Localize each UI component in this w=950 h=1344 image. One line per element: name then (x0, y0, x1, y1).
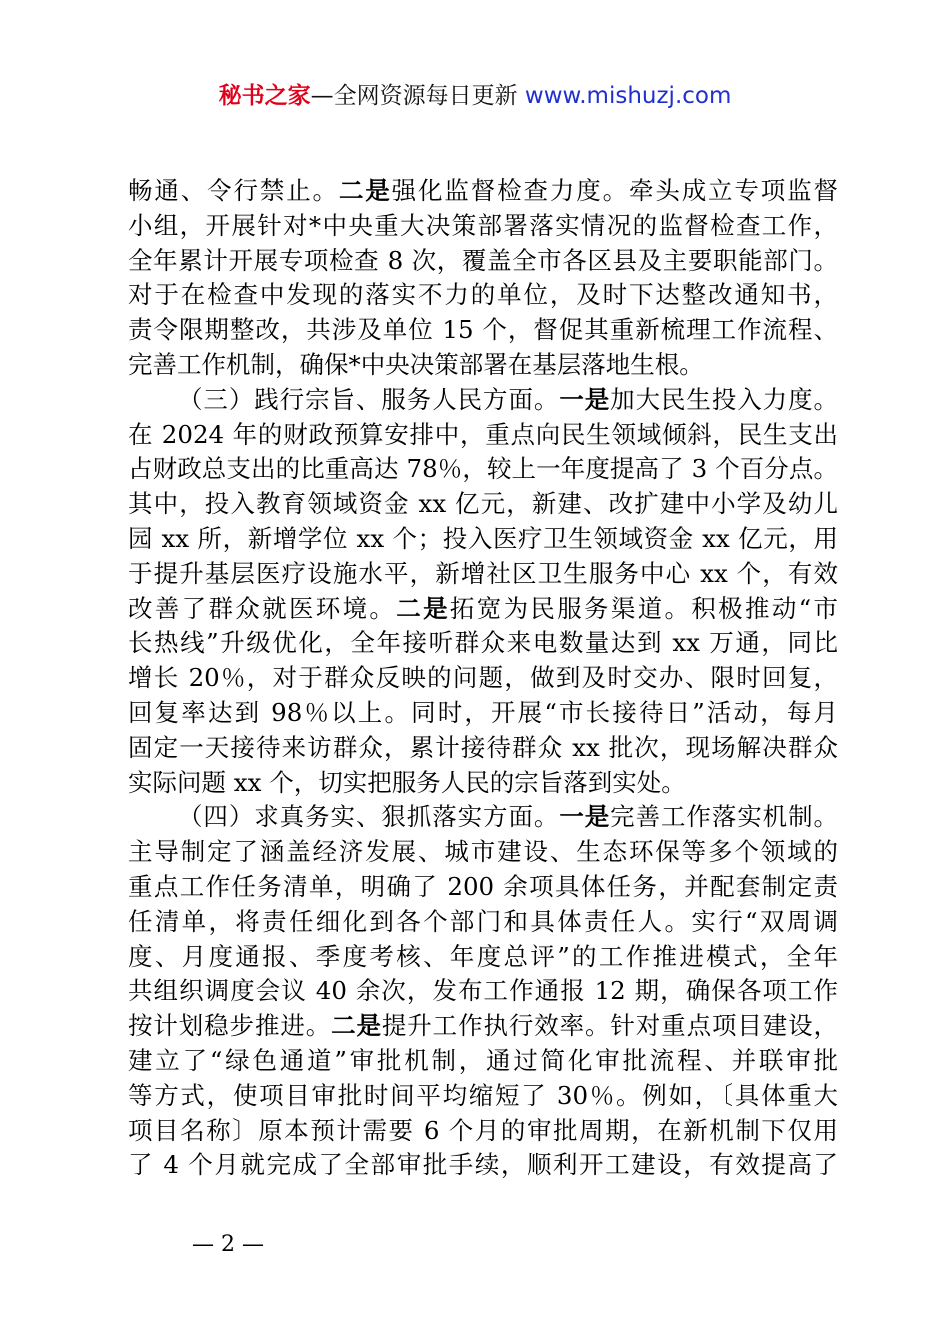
text-run: 小组，开展针对*中央重大决策部署落实情况的监督检查工作， (128, 210, 838, 240)
text-run: 按计划稳步推进。 (128, 1011, 332, 1041)
text-line (128, 974, 838, 1009)
site-url-link[interactable]: www.mishuzj.com (524, 83, 732, 109)
text-run: 等方式，使项目审批时间平均缩短了 30％。例如，〔具体重大 (128, 1080, 838, 1110)
text-run: 主导制定了涵盖经济发展、城市建设、生态环保等多个领域的 (128, 837, 838, 867)
text-run: 长热线”升级优化，全年接听群众来电数量达到 xx 万通，同比 (128, 628, 838, 658)
emphasis-text: 一是 (559, 384, 611, 414)
text-run: 实际问题 xx 个，切实把服务人民的宗旨落到实处。 (128, 767, 686, 797)
page-number: — 2 — (192, 1232, 264, 1257)
text-line (128, 731, 838, 766)
text-run: 园 xx 所，新增学位 xx 个；投入医疗卫生领域资金 xx 亿元，用 (128, 523, 838, 553)
text-line (128, 1044, 838, 1079)
text-run: 了 4 个月就完成了全部审批手续，顺利开工建设，有效提高了 (128, 1150, 838, 1180)
text-line (128, 1009, 838, 1044)
emphasis-text: 二是 (331, 1011, 382, 1041)
site-tagline: —全网资源每日更新 (310, 83, 518, 109)
text-run: 改善了群众就医环境。 (128, 593, 397, 623)
text-line (128, 313, 838, 348)
text-run: （四）求真务实、狠抓落实方面。 (178, 802, 560, 832)
text-line (128, 696, 838, 731)
text-line (128, 278, 838, 313)
emphasis-text: 二是 (396, 593, 450, 623)
text-run: 加大民生投入力度。 (610, 384, 839, 414)
text-run: 提升工作执行效率。针对重点项目建设， (381, 1011, 839, 1041)
text-run: 项目名称〕原本预计需要 6 个月的审批周期，在新机制下仅用 (128, 1115, 838, 1145)
text-line (128, 592, 838, 627)
text-run: 对于在检查中发现的落实不力的单位，及时下达整改通知书， (128, 280, 838, 310)
text-run: 增长 20％，对于群众反映的问题，做到及时交办、限时回复， (128, 663, 838, 693)
text-line (128, 557, 838, 592)
text-run: 占财政总支出的比重高达 78％，较上一年度提高了 3 个百分点。 (128, 454, 838, 484)
site-banner (0, 78, 950, 114)
text-line (128, 1079, 838, 1114)
text-line (128, 626, 838, 661)
site-brand: 秘书之家 (218, 83, 311, 109)
text-run: 建立了“绿色通道”审批机制，通过简化审批流程、并联审批 (128, 1045, 838, 1075)
text-line (128, 905, 838, 940)
text-line (128, 940, 838, 975)
text-line (128, 835, 838, 870)
text-line (128, 383, 838, 418)
emphasis-text: 二是 (338, 176, 392, 205)
text-line (128, 661, 838, 696)
text-run: 度、月度通报、季度考核、年度总评”的工作推进模式，全年 (128, 941, 838, 971)
text-line (128, 800, 838, 835)
text-run: 固定一天接待来访群众，累计接待群众 xx 批次，现场解决群众 (128, 732, 838, 762)
text-run: 共组织调度会议 40 余次，发布工作通报 12 期，确保各项工作 (128, 976, 838, 1006)
text-run: 拓宽为民服务渠道。积极推动“市 (449, 593, 839, 623)
text-run: 任清单，将责任细化到各个部门和具体责任人。实行“双周调 (128, 906, 838, 936)
text-run: 在 2024 年的财政预算安排中，重点向民生领域倾斜，民生支出 (128, 419, 838, 449)
text-run: 重点工作任务清单，明确了 200 余项具体任务，并配套制定责 (128, 871, 838, 901)
text-line (128, 522, 838, 557)
text-line (128, 348, 838, 383)
text-run: 其中，投入教育领域资金 xx 亿元，新建、改扩建中小学及幼儿 (128, 489, 838, 519)
document-body (128, 174, 838, 1183)
text-line (128, 1148, 838, 1183)
text-line (128, 174, 838, 209)
text-line (128, 418, 838, 453)
text-run: 完善工作机制，确保*中央决策部署在基层落地生根。 (128, 349, 704, 379)
text-line (128, 209, 838, 244)
text-run: 回复率达到 98％以上。同时，开展“市长接待日”活动，每月 (128, 697, 838, 727)
text-run: 于提升基层医疗设施水平，新增社区卫生服务中心 xx 个，有效 (128, 558, 838, 588)
text-run: （三）践行宗旨、服务人民方面。 (178, 384, 560, 414)
text-run: 畅通、令行禁止。 (128, 176, 339, 205)
text-line (128, 766, 838, 801)
text-line (128, 244, 838, 279)
text-line (128, 452, 838, 487)
emphasis-text: 一是 (559, 802, 611, 832)
text-run: 完善工作落实机制。 (610, 802, 839, 832)
text-run: 强化监督检查力度。牵头成立专项监督 (391, 176, 839, 205)
text-line (128, 487, 838, 522)
text-run: 全年累计开展专项检查 8 次，覆盖全市各区县及主要职能部门。 (128, 245, 838, 275)
text-run: 责令限期整改，共涉及单位 15 个，督促其重新梳理工作流程、 (128, 315, 838, 345)
text-line (128, 1114, 838, 1149)
text-line (128, 870, 838, 905)
